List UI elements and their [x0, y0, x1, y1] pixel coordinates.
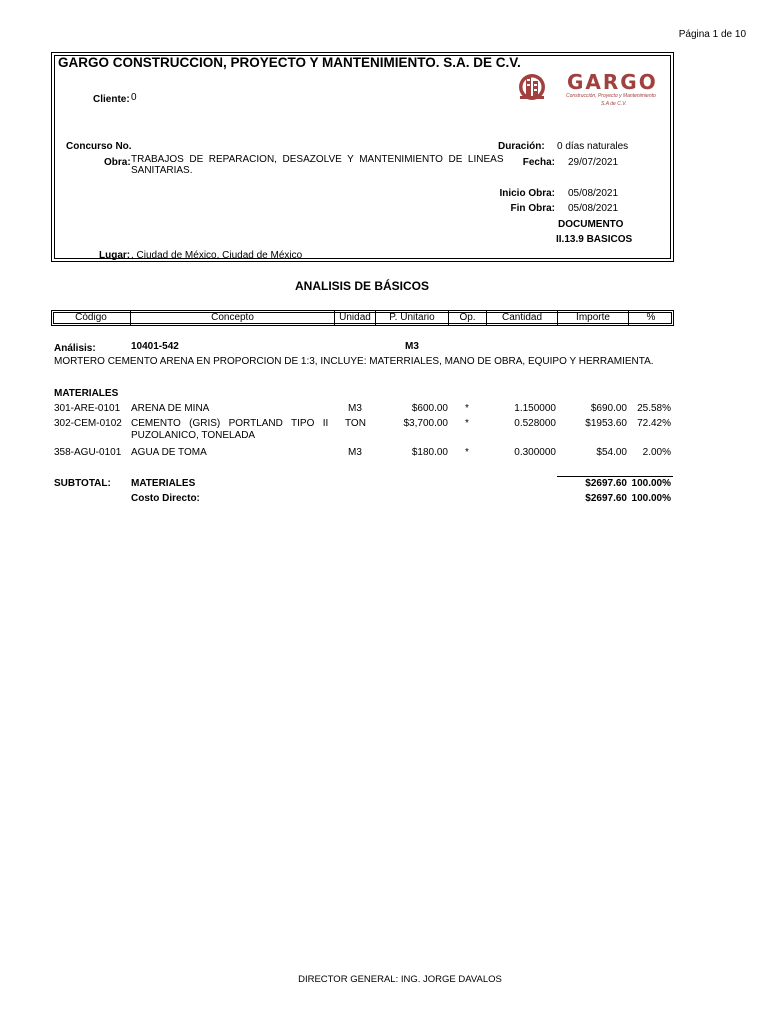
analysis-description: MORTERO CEMENTO ARENA EN PROPORCION DE 1:3, INCLUYE: MATERRIALES, MANO DE OBRA, EQUIPO Y HERRAMIENTA.: [54, 356, 654, 367]
subtotal-rule: [557, 476, 673, 477]
col-punitario: P. Unitario: [376, 311, 449, 325]
logo-tagline: Construcción, Proyecto y Mantenimiento: [566, 93, 656, 99]
subtotal-amount: $2697.60: [585, 478, 627, 489]
fin-label: Fin Obra:: [510, 203, 555, 214]
page-number: Página 1 de 10: [678, 29, 746, 40]
column-header-row: [51, 310, 674, 326]
col-importe: Importe: [558, 311, 629, 325]
row-price: $600.00: [411, 403, 448, 414]
analysis-code: 10401-542: [131, 341, 179, 352]
duracion-label: Duración:: [498, 141, 545, 152]
row-qty: 0.300000: [514, 447, 556, 458]
row-op: *: [465, 447, 469, 458]
costo-directo-label: Costo Directo:: [131, 493, 200, 504]
concurso-label: Concurso No.: [66, 141, 132, 152]
analysis-unit: M3: [405, 341, 419, 352]
row-unit: M3: [348, 403, 362, 414]
row-price: $180.00: [411, 447, 448, 458]
row-concept: CEMENTO (GRIS) PORTLAND TIPO II: [131, 418, 329, 429]
row-unit: TON: [345, 418, 366, 429]
col-op: Op.: [449, 311, 487, 325]
row-qty: 1.150000: [514, 403, 556, 414]
lugar-value: , Ciudad de México, Ciudad de México: [131, 250, 303, 261]
obra-line-2: SANITARIAS.: [131, 165, 193, 176]
row-code: 302-CEM-0102: [54, 418, 122, 429]
fin-value: 05/08/2021: [568, 203, 619, 214]
documento-value: II.13.9 BASICOS: [556, 234, 633, 245]
row-concept-cont: PUZOLANICO, TONELADA: [131, 430, 256, 441]
row-op: *: [465, 418, 469, 429]
row-op: *: [465, 403, 469, 414]
row-pct: 25.58%: [637, 403, 671, 414]
col-cantidad: Cantidad: [487, 311, 558, 325]
logo-text: GARGO: [567, 70, 658, 94]
row-code: 301-ARE-0101: [54, 403, 121, 414]
obra-line-1: TRABAJOS DE REPARACION, DESAZOLVE Y MANTENIMIENTO DE LINEAS: [131, 154, 504, 165]
col-codigo: Código: [52, 311, 131, 325]
fecha-value: 29/07/2021: [568, 157, 619, 168]
row-concept: AGUA DE TOMA: [131, 447, 207, 458]
row-amount: $690.00: [590, 403, 627, 414]
documento-label: DOCUMENTO: [558, 219, 624, 230]
section-label: MATERIALES: [54, 388, 119, 399]
row-concept: ARENA DE MINA: [131, 403, 210, 414]
subtotal-section: MATERIALES: [131, 478, 196, 489]
row-pct: 2.00%: [642, 447, 671, 458]
costo-directo-amount: $2697.60: [585, 493, 627, 504]
row-price: $3,700.00: [403, 418, 448, 429]
row-unit: M3: [348, 447, 362, 458]
obra-label: Obra:: [104, 157, 131, 168]
inicio-value: 05/08/2021: [568, 188, 619, 199]
row-qty: 0.528000: [514, 418, 556, 429]
page-title: ANALISIS DE BÁSICOS: [294, 279, 429, 293]
company-name: GARGO CONSTRUCCION, PROYECTO Y MANTENIMIENTO. S.A. DE C.V.: [58, 55, 521, 70]
cliente-label: Cliente:: [93, 94, 130, 105]
duracion-value: 0 días naturales: [557, 141, 629, 152]
row-amount: $1953.60: [585, 418, 627, 429]
col-concepto: Concepto: [131, 311, 335, 325]
logo-tagline-sa: S.A de C.V.: [601, 101, 627, 107]
inicio-label: Inicio Obra:: [499, 188, 555, 199]
cliente-value: 0: [131, 92, 137, 103]
subtotal-label: SUBTOTAL:: [54, 478, 111, 489]
fecha-label: Fecha:: [522, 157, 555, 168]
analysis-label: Análisis:: [54, 343, 96, 354]
row-pct: 72.42%: [637, 418, 671, 429]
col-unidad: Unidad: [335, 311, 376, 325]
row-code: 358-AGU-0101: [54, 447, 122, 458]
col-porcentaje: %: [646, 312, 656, 323]
footer-signature: DIRECTOR GENERAL: ING. JORGE DAVALOS: [298, 974, 502, 985]
subtotal-pct: 100.00%: [631, 478, 671, 489]
row-amount: $54.00: [596, 447, 627, 458]
lugar-label: Lugar:: [99, 250, 131, 261]
costo-directo-pct: 100.00%: [631, 493, 671, 504]
